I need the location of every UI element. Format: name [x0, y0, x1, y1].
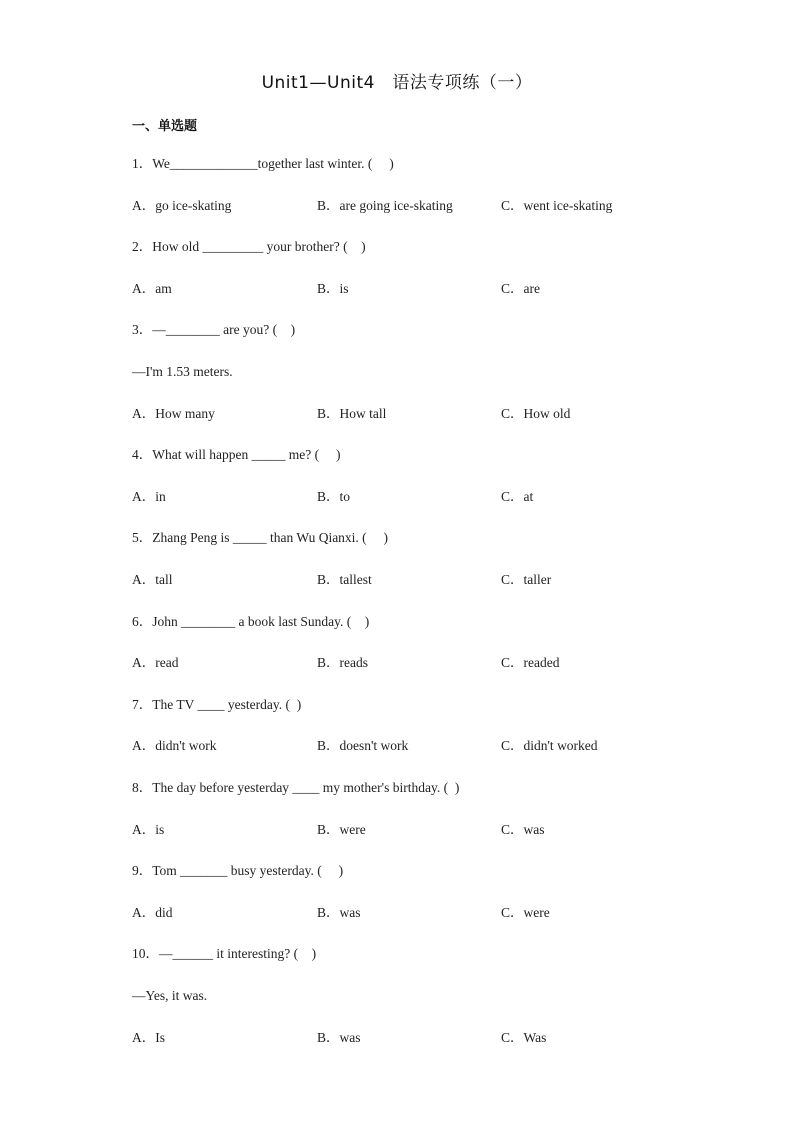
question-stem: 5．Zhang Peng is _____ than Wu Qianxi. ( ) — [132, 530, 389, 545]
question-response: —Yes, it was. — [132, 988, 208, 1003]
option-c: C．are — [501, 281, 540, 296]
option-c: C．went ice-skating — [501, 198, 613, 213]
page-title: Unit1—Unit4 语法专项练（一） — [261, 73, 533, 93]
option-c: C．were — [501, 905, 550, 920]
option-b: B．was — [317, 1030, 361, 1045]
option-b: B．are going ice-skating — [317, 198, 453, 213]
option-b: B．reads — [317, 655, 368, 670]
question-stem: 3．—________ are you? ( ) — [132, 322, 296, 337]
question-stem: 4．What will happen _____ me? ( ) — [132, 447, 341, 462]
option-b: B．to — [317, 489, 351, 504]
option-a: A．is — [132, 822, 165, 837]
option-b: B．tallest — [317, 572, 372, 587]
option-a: A．did — [132, 905, 173, 920]
question-response: —I'm 1.53 meters. — [132, 364, 233, 379]
option-a: A．in — [132, 489, 166, 504]
option-a: A．am — [132, 281, 172, 296]
question-stem: 6．John ________ a book last Sunday. ( ) — [132, 614, 370, 629]
option-a: A．Is — [132, 1030, 165, 1045]
option-c: C．readed — [501, 655, 560, 670]
option-b: B．is — [317, 281, 349, 296]
question-stem: 2．How old _________ your brother? ( ) — [132, 239, 366, 254]
option-c: C．taller — [501, 572, 552, 587]
option-a: A．go ice-skating — [132, 198, 232, 213]
option-b: B．were — [317, 822, 366, 837]
question-stem: 1．We_____________together last winter. ( ) — [132, 156, 394, 171]
question-stem: 9．Tom _______ busy yesterday. ( ) — [132, 863, 344, 878]
option-c: C．didn't worked — [501, 738, 598, 753]
section-heading: 一、单选题 — [132, 119, 198, 134]
question-stem: 10．—______ it interesting? ( ) — [132, 946, 317, 961]
question-stem: 8．The day before yesterday ____ my mother's birthday. ( ) — [132, 780, 460, 795]
option-c: C．was — [501, 822, 545, 837]
option-c: C．How old — [501, 406, 571, 421]
option-c: C．at — [501, 489, 534, 504]
option-a: A．didn't work — [132, 738, 217, 753]
option-a: A．tall — [132, 572, 173, 587]
option-c: C．Was — [501, 1030, 547, 1045]
option-a: A．read — [132, 655, 179, 670]
question-stem: 7．The TV ____ yesterday. ( ) — [132, 697, 302, 712]
option-a: A．How many — [132, 406, 215, 421]
option-b: B．How tall — [317, 406, 387, 421]
option-b: B．was — [317, 905, 361, 920]
option-b: B．doesn't work — [317, 738, 409, 753]
